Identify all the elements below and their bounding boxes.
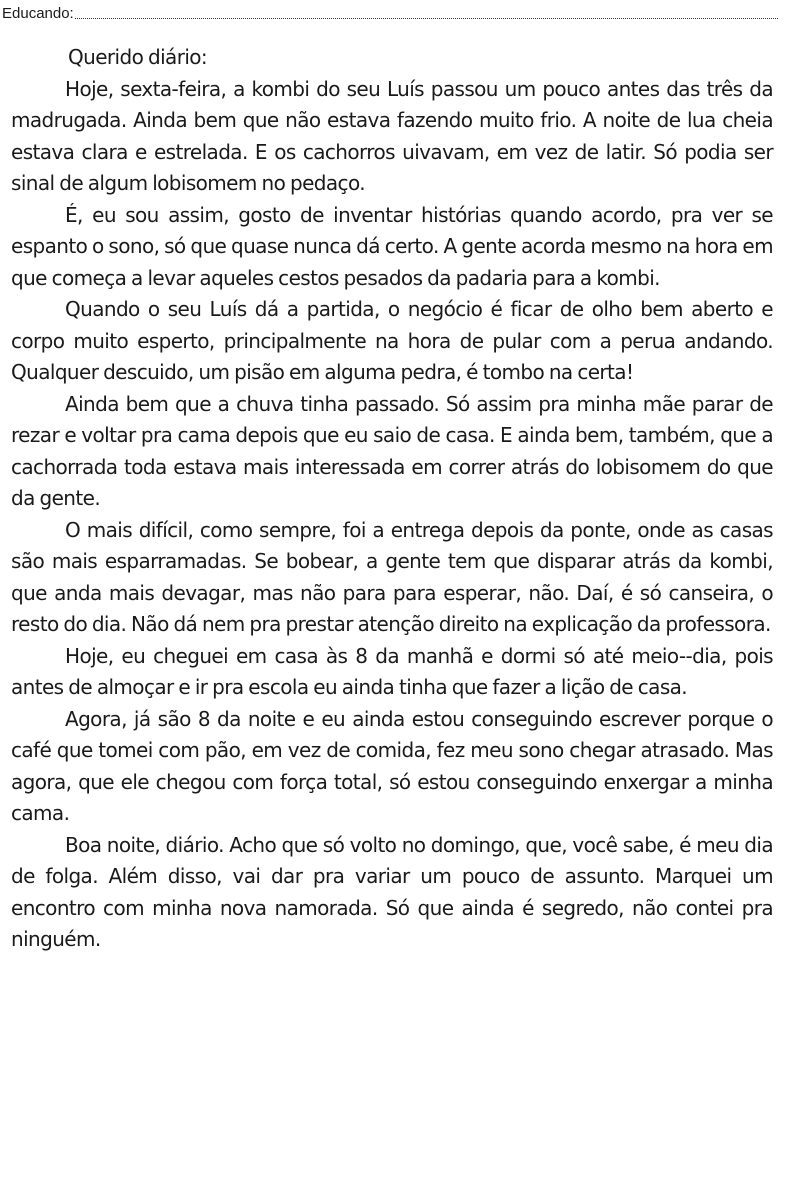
diary-paragraph-3: Quando o seu Luís dá a partida, o negócio é ficar de olho bem aberto e corpo muito esperto, principalmente na hora de pular com a perua andando. Qualquer descuido, um pisão em alguma pedra, é tombo na certa! (11, 297, 773, 384)
student-name-line (2, 3, 778, 23)
diary-paragraph-6: Hoje, eu cheguei em casa às 8 da manhã e dormi só até meio--dia, pois antes de almoçar e ir pra escola eu ainda tinha que fazer a lição de casa. (11, 643, 773, 699)
diary-paragraph-1: Hoje, sexta-feira, a kombi do seu Luís passou um pouco antes das três da madrugada. Ainda bem que não estava fazendo muito frio. A noite de lua cheia estava clara e estrelada. E os cachorros uivavam, em vez de latir. Só podia ser sinal de algum lobisomem no pedaço. (11, 76, 773, 195)
diary-paragraph-4: Ainda bem que a chuva tinha passado. Só assim pra minha mãe parar de rezar e voltar pra cama depois que eu saio de casa. E ainda bem, também, que a cachorrada toda estava mais interessada em correr atrás do lobisomem do que da gente. (11, 391, 773, 510)
diary-paragraph-7: Agora, já são 8 da noite e eu ainda estou conseguindo escrever porque o café que tomei com pão, em vez de comida, fez meu sono chegar atrasado. Mas agora, que ele chegou com força total, só estou conseguindo enxergar a minha cama. (11, 706, 773, 825)
diary-text (11, 42, 773, 956)
diary-paragraph-2: É, eu sou assim, gosto de inventar histórias quando acordo, pra ver se espanto o sono, só que quase nunca dá certo. A gente acorda mesmo na hora em que começa a levar aqueles cestos pesados da padaria para a kombi. (11, 202, 773, 290)
diary-paragraph-5: O mais difícil, como sempre, foi a entrega depois da ponte, onde as casas são mais esparramadas. Se bobear, a gente tem que disparar atrás da kombi, que anda mais devagar, mas não para para esperar, não. Daí, é só canseira, o resto do dia. Não dá nem pra prestar atenção direito na explicação da professora. (11, 517, 773, 636)
name-fill-dotted-line[interactable] (75, 17, 778, 19)
student-name-label: Educando: (2, 5, 74, 22)
diary-greeting: Querido diário: (68, 45, 208, 69)
diary-paragraph-8: Boa noite, diário. Acho que só volto no domingo, que, você sabe, é meu dia de folga. Além disso, vai dar pra variar um pouco de assunto. Marquei um encontro com minha nova namorada. Só que ainda é segredo, não contei pra ninguém. (11, 832, 773, 951)
